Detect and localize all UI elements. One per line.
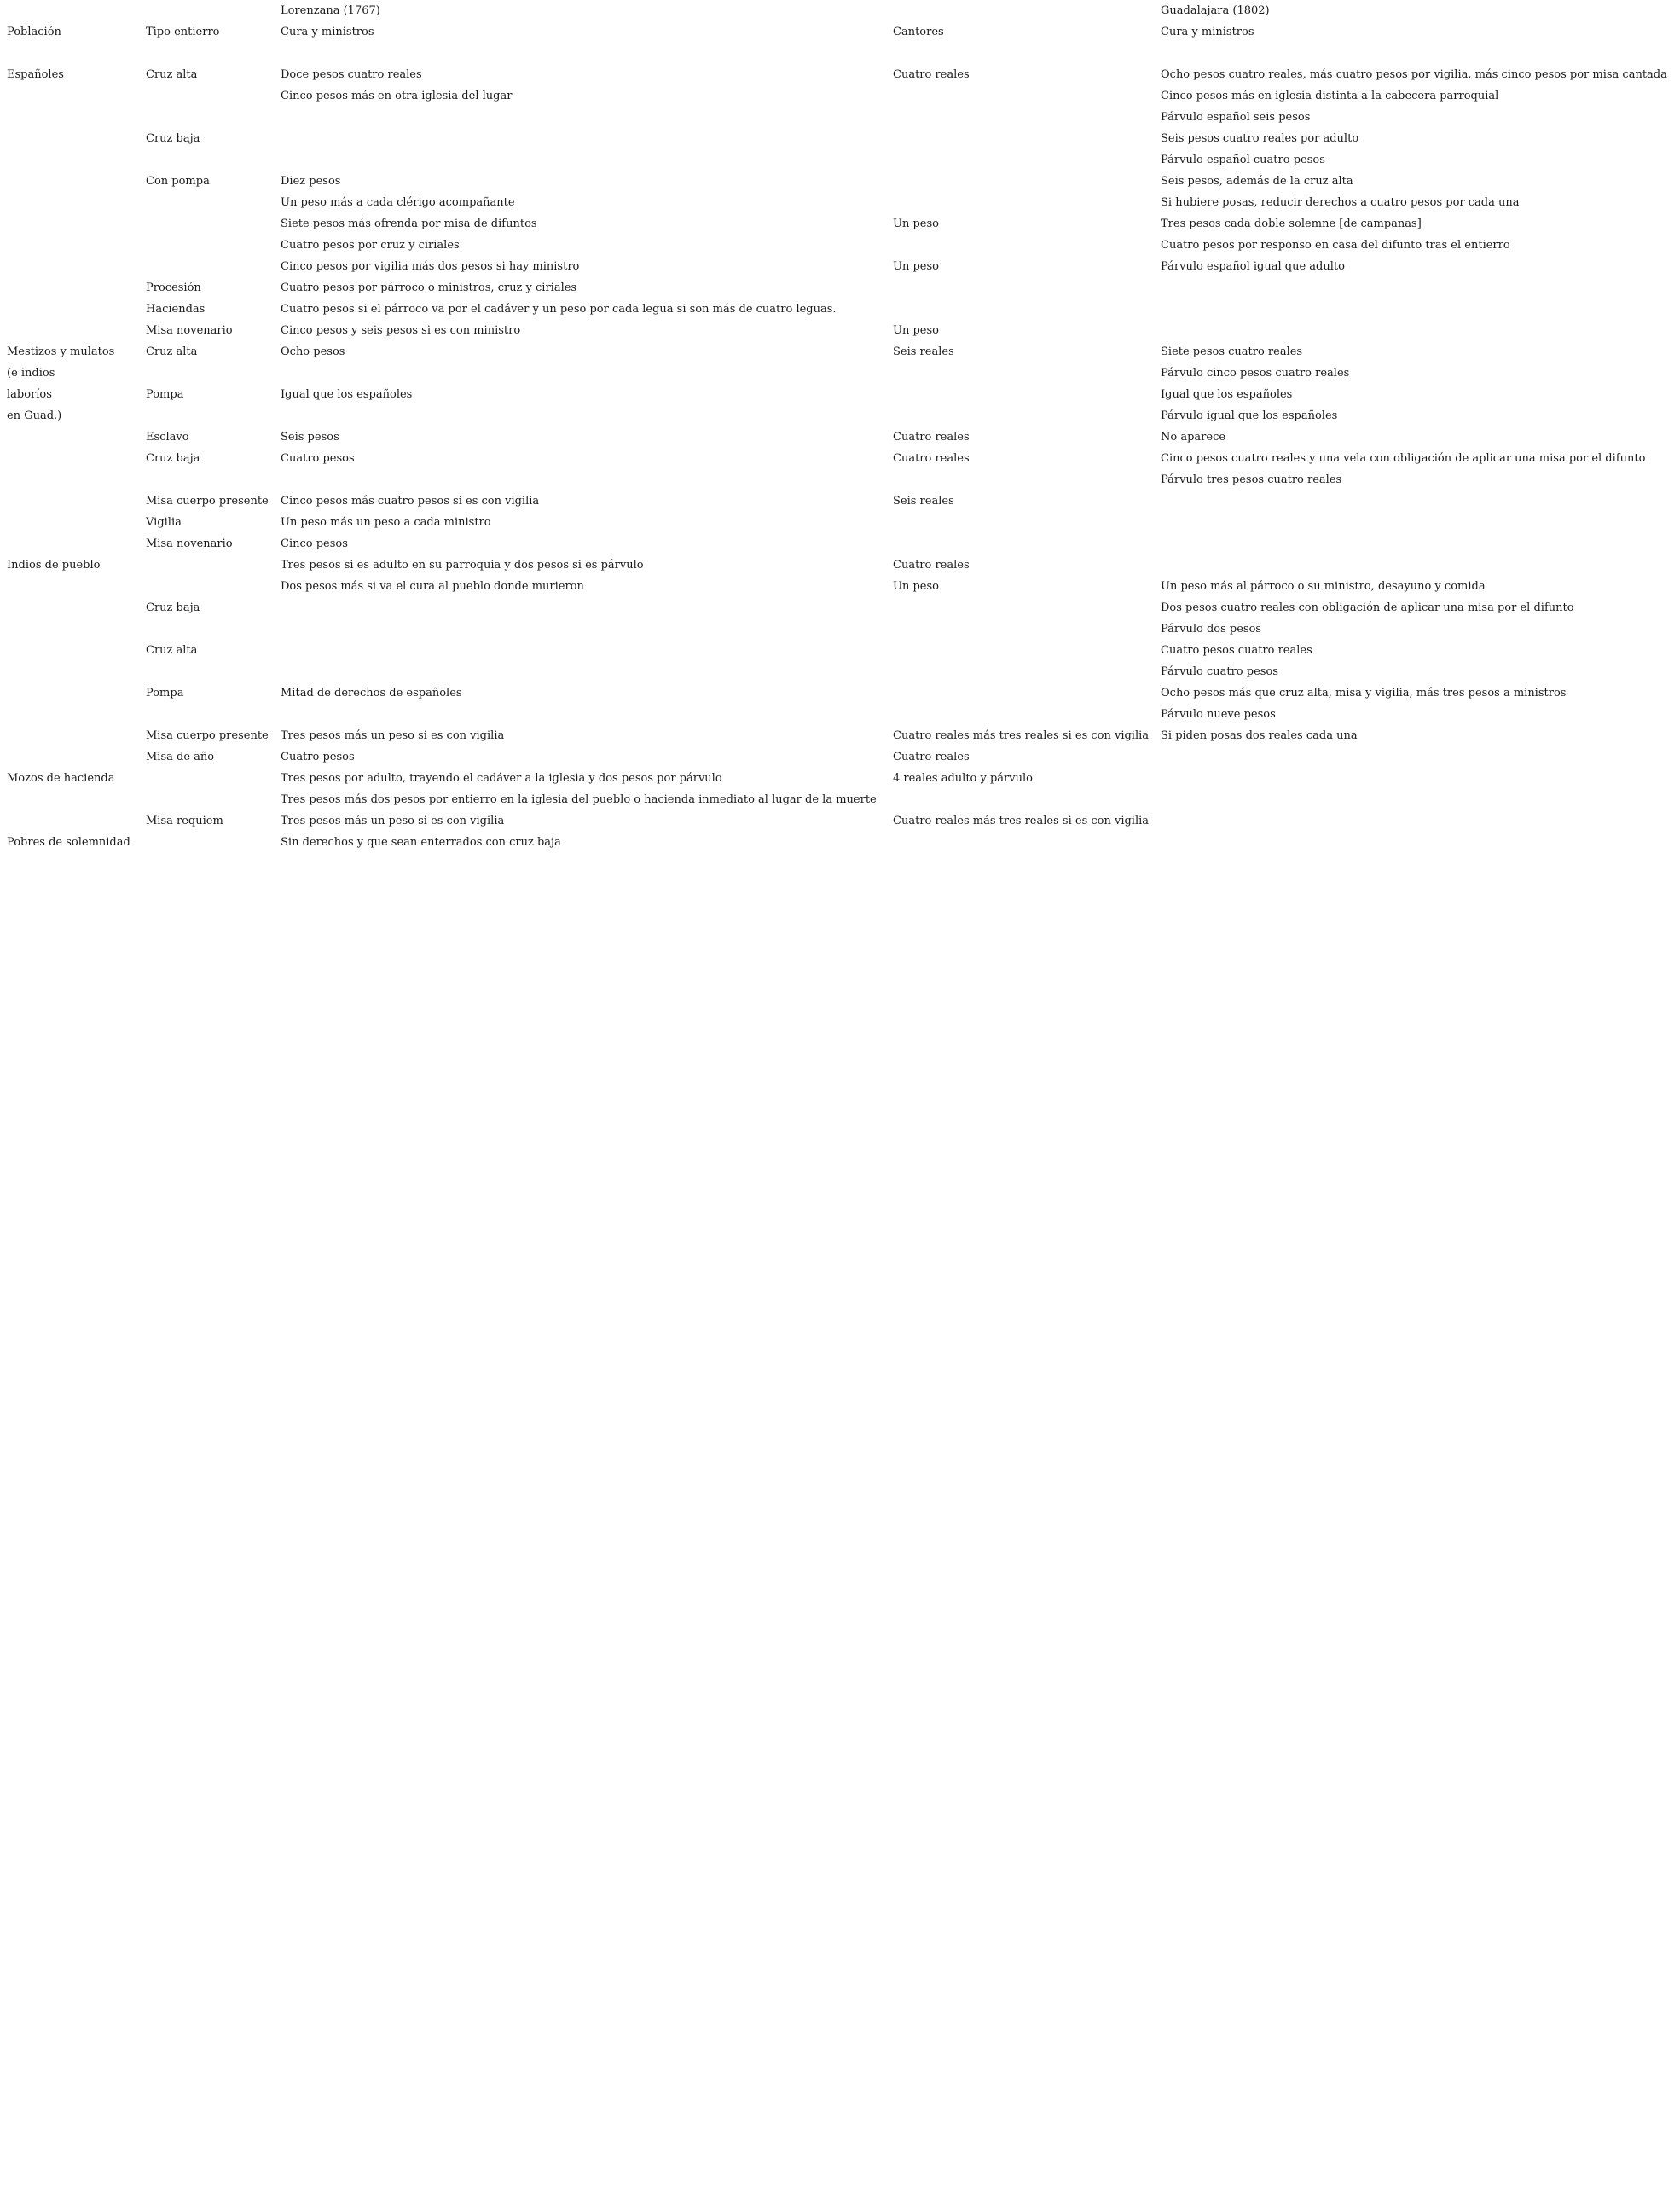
cell-cantores: Un peso (893, 580, 939, 593)
table-row (0, 107, 1680, 128)
cell-guadalajara-cura: Igual que los españoles (1161, 388, 1293, 401)
cell-guadalajara-cura: Ocho pesos cuatro reales, más cuatro pesos por vigilia, más cinco pesos por misa cantada (1161, 68, 1667, 81)
table-row (0, 725, 1680, 746)
cell-tipo-entierro: Misa requiem (146, 815, 223, 827)
cell-cantores: Un peso (893, 324, 939, 337)
cell-cantores: Cuatro reales (893, 559, 970, 572)
cell-lorenzana-cura: Sin derechos y que sean enterrados con cruz baja (281, 836, 561, 849)
table-row (0, 469, 1680, 490)
cell-guadalajara-cura: Párvulo nueve pesos (1161, 708, 1276, 721)
cell-guadalajara-cura: Ocho pesos más que cruz alta, misa y vigilia, más tres pesos a ministros (1161, 687, 1567, 699)
table-row (0, 746, 1680, 768)
cell-cantores: Cuatro reales (893, 751, 970, 763)
cell-tipo-entierro: Cruz baja (146, 601, 200, 614)
cell-lorenzana-cura: Cura y ministros (281, 26, 374, 38)
table-row (0, 618, 1680, 640)
cell-guadalajara-cura: Párvulo cinco pesos cuatro reales (1161, 367, 1350, 380)
cell-poblacion: Mestizos y mulatos (7, 345, 115, 358)
cell-lorenzana-cura: Igual que los españoles (281, 388, 413, 401)
cell-tipo-entierro: Misa novenario (146, 324, 233, 337)
cell-cantores: Cuatro reales más tres reales si es con vigilia (893, 729, 1150, 742)
cell-guadalajara-cura: Seis pesos, además de la cruz alta (1161, 175, 1353, 188)
table-row (0, 64, 1680, 85)
cell-lorenzana-cura: Seis pesos (281, 431, 339, 444)
table-row (0, 768, 1680, 789)
table-row (0, 405, 1680, 427)
cell-lorenzana-cura: Cinco pesos más en otra iglesia del lugar (281, 90, 513, 102)
cell-lorenzana-cura: Doce pesos cuatro reales (281, 68, 422, 81)
cell-cantores: Seis reales (893, 345, 954, 358)
cell-guadalajara-cura: Seis pesos cuatro reales por adulto (1161, 132, 1359, 145)
cell-lorenzana-cura: Dos pesos más si va el cura al pueblo donde murieron (281, 580, 584, 593)
cell-lorenzana-cura: Cuatro pesos por cruz y ciriales (281, 239, 460, 252)
cell-tipo-entierro: Cruz alta (146, 68, 198, 81)
cell-guadalajara-cura: Párvulo igual que los españoles (1161, 409, 1338, 422)
table-row (0, 789, 1680, 810)
table-row (0, 810, 1680, 832)
cell-lorenzana-cura: Cinco pesos más cuatro pesos si es con vigilia (281, 495, 540, 508)
cell-lorenzana-cura: Un peso más a cada clérigo acompañante (281, 196, 515, 209)
cell-guadalajara-cura: Cuatro pesos por responso en casa del difunto tras el entierro (1161, 239, 1510, 252)
cell-guadalajara-cura: Dos pesos cuatro reales con obligación de aplicar una misa por el difunto (1161, 601, 1574, 614)
table-row (0, 490, 1680, 512)
cell-cantores: 4 reales adulto y párvulo (893, 772, 1033, 785)
cell-cantores: Cuatro reales (893, 431, 970, 444)
table-row (0, 640, 1680, 661)
table-row (0, 192, 1680, 213)
table-row (0, 0, 1680, 21)
cell-poblacion: Mozos de hacienda (7, 772, 115, 785)
cell-guadalajara-cura: Cura y ministros (1161, 26, 1254, 38)
cell-poblacion: laboríos (7, 388, 52, 401)
cell-tipo-entierro: Cruz baja (146, 452, 200, 465)
cell-tipo-entierro: Esclavo (146, 431, 189, 444)
cell-guadalajara-cura: No aparece (1161, 431, 1226, 444)
cell-guadalajara-cura: Guadalajara (1802) (1161, 4, 1270, 17)
table-row (0, 277, 1680, 299)
table-row (0, 235, 1680, 256)
cell-tipo-entierro: Misa cuerpo presente (146, 495, 269, 508)
cell-lorenzana-cura: Cinco pesos por vigilia más dos pesos si hay ministro (281, 260, 580, 273)
cell-cantores: Cantores (893, 26, 944, 38)
cell-poblacion: Población (7, 26, 61, 38)
cell-lorenzana-cura: Tres pesos si es adulto en su parroquia y dos pesos si es párvulo (281, 559, 644, 572)
table-row (0, 320, 1680, 341)
cell-lorenzana-cura: Un peso más un peso a cada ministro (281, 516, 491, 529)
cell-cantores: Cuatro reales (893, 68, 970, 81)
cell-poblacion: Pobres de solemnidad (7, 836, 130, 849)
cell-lorenzana-cura: Tres pesos más un peso si es con vigilia (281, 729, 505, 742)
cell-guadalajara-cura: Un peso más al párroco o su ministro, desayuno y comida (1161, 580, 1486, 593)
cell-lorenzana-cura: Cuatro pesos por párroco o ministros, cruz y ciriales (281, 282, 577, 294)
cell-guadalajara-cura: Si piden posas dos reales cada una (1161, 729, 1358, 742)
cell-tipo-entierro: Con pompa (146, 175, 210, 188)
table-row (0, 85, 1680, 107)
cell-tipo-entierro: Cruz alta (146, 345, 198, 358)
cell-tipo-entierro: Misa de año (146, 751, 215, 763)
cell-tipo-entierro: Misa novenario (146, 537, 233, 550)
cell-cantores: Cuatro reales (893, 452, 970, 465)
table-row (0, 363, 1680, 384)
table-row (0, 128, 1680, 149)
table-row (0, 448, 1680, 469)
cell-poblacion: en Guad.) (7, 409, 62, 422)
table-row (0, 21, 1680, 43)
cell-tipo-entierro: Pompa (146, 687, 184, 699)
cell-tipo-entierro: Misa cuerpo presente (146, 729, 269, 742)
table-row (0, 533, 1680, 554)
cell-guadalajara-cura: Cuatro pesos cuatro reales (1161, 644, 1312, 657)
cell-tipo-entierro: Haciendas (146, 303, 206, 316)
table-row (0, 43, 1680, 64)
table-row (0, 597, 1680, 618)
cell-cantores: Un peso (893, 260, 939, 273)
table-row (0, 213, 1680, 235)
cell-guadalajara-cura: Siete pesos cuatro reales (1161, 345, 1303, 358)
table-row (0, 299, 1680, 320)
cell-tipo-entierro: Cruz baja (146, 132, 200, 145)
table-row (0, 576, 1680, 597)
cell-cantores: Un peso (893, 218, 939, 230)
table-row (0, 682, 1680, 704)
cell-lorenzana-cura: Ocho pesos (281, 345, 345, 358)
cell-lorenzana-cura: Cuatro pesos (281, 452, 355, 465)
cell-guadalajara-cura: Párvulo cuatro pesos (1161, 665, 1278, 678)
table-row (0, 171, 1680, 192)
cell-guadalajara-cura: Párvulo español cuatro pesos (1161, 154, 1325, 166)
cell-tipo-entierro: Pompa (146, 388, 184, 401)
table-row (0, 149, 1680, 171)
cell-lorenzana-cura: Lorenzana (1767) (281, 4, 380, 17)
cell-guadalajara-cura: Párvulo dos pesos (1161, 623, 1262, 636)
cell-tipo-entierro: Tipo entierro (146, 26, 220, 38)
table-row (0, 256, 1680, 277)
table-row (0, 512, 1680, 533)
cell-lorenzana-cura: Cuatro pesos si el párroco va por el cadáver y un peso por cada legua si son más de cuatro leguas. (281, 303, 837, 316)
cell-tipo-entierro: Cruz alta (146, 644, 198, 657)
cell-guadalajara-cura: Cinco pesos más en iglesia distinta a la cabecera parroquial (1161, 90, 1499, 102)
cell-lorenzana-cura: Cinco pesos (281, 537, 348, 550)
cell-guadalajara-cura: Tres pesos cada doble solemne [de campanas] (1161, 218, 1422, 230)
table-row (0, 384, 1680, 405)
burial-fees-table (0, 0, 1680, 853)
cell-cantores: Seis reales (893, 495, 954, 508)
table-row (0, 341, 1680, 363)
cell-poblacion: (e indios (7, 367, 55, 380)
table-row (0, 554, 1680, 576)
cell-lorenzana-cura: Cinco pesos y seis pesos si es con ministro (281, 324, 521, 337)
cell-tipo-entierro: Vigilia (146, 516, 182, 529)
cell-lorenzana-cura: Cuatro pesos (281, 751, 355, 763)
cell-guadalajara-cura: Párvulo español igual que adulto (1161, 260, 1345, 273)
table-row (0, 427, 1680, 448)
table-row (0, 704, 1680, 725)
cell-poblacion: Indios de pueblo (7, 559, 101, 572)
cell-lorenzana-cura: Tres pesos más un peso si es con vigilia (281, 815, 505, 827)
cell-cantores: Cuatro reales más tres reales si es con vigilia (893, 815, 1150, 827)
cell-guadalajara-cura: Párvulo tres pesos cuatro reales (1161, 473, 1342, 486)
cell-guadalajara-cura: Si hubiere posas, reducir derechos a cuatro pesos por cada una (1161, 196, 1520, 209)
cell-lorenzana-cura: Tres pesos más dos pesos por entierro en la iglesia del pueblo o hacienda inmediato al lugar de la muerte (281, 793, 877, 806)
cell-lorenzana-cura: Siete pesos más ofrenda por misa de difuntos (281, 218, 537, 230)
cell-guadalajara-cura: Párvulo español seis pesos (1161, 111, 1311, 124)
cell-lorenzana-cura: Diez pesos (281, 175, 341, 188)
cell-lorenzana-cura: Tres pesos por adulto, trayendo el cadáver a la iglesia y dos pesos por párvulo (281, 772, 722, 785)
cell-tipo-entierro: Procesión (146, 282, 201, 294)
cell-lorenzana-cura: Mitad de derechos de españoles (281, 687, 462, 699)
table-row (0, 832, 1680, 853)
cell-guadalajara-cura: Cinco pesos cuatro reales y una vela con obligación de aplicar una misa por el difunto (1161, 452, 1646, 465)
cell-poblacion: Españoles (7, 68, 64, 81)
table-row (0, 661, 1680, 682)
